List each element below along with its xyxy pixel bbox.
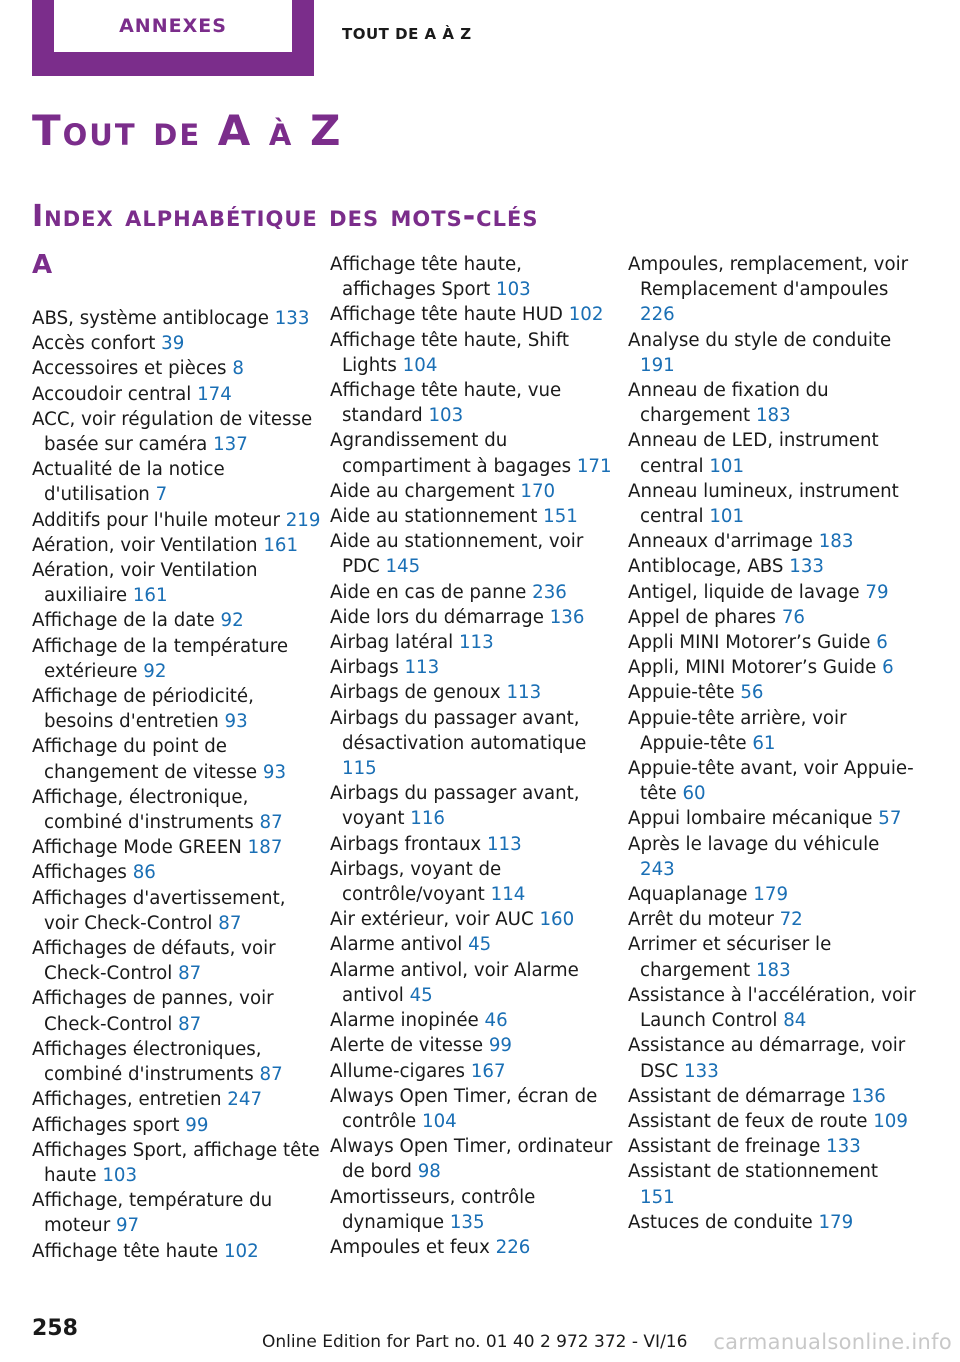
page-reference-link[interactable]: 101 [709, 455, 745, 477]
page-number: 258 [32, 1316, 78, 1341]
index-entry [32, 886, 322, 936]
page-reference-link[interactable]: 226 [640, 304, 675, 326]
page-reference-link[interactable]: 137 [213, 434, 248, 456]
footer-edition: Online Edition for Part no. 01 40 2 972 372 - VI/16 [262, 1332, 688, 1352]
index-entry-text: Anneaux d'arrimage [628, 531, 813, 553]
index-entry [32, 860, 322, 885]
index-column-2 [330, 252, 620, 1260]
page-reference-link[interactable]: 39 [161, 333, 185, 355]
index-entry-text: Affichages d'avertissement, voir Check-Control [32, 887, 286, 934]
index-entry-text: Affichage tête haute HUD [330, 304, 563, 326]
index-entry-text: Appli MINI Motorer’s Guide [628, 632, 871, 654]
page-reference-link[interactable]: 116 [410, 808, 445, 830]
index-entry-text: Airbags de genoux [330, 682, 501, 704]
index-entry [628, 328, 918, 378]
index-entry-text: Assistant de feux de route [628, 1110, 868, 1132]
index-entry [628, 680, 918, 705]
index-entry [32, 1087, 322, 1112]
index-entry-text: Assistant de démarrage [628, 1085, 846, 1107]
index-entry [32, 684, 322, 734]
index-entry [628, 630, 918, 655]
index-entry [32, 835, 322, 860]
index-entry-text: Appel de phares [628, 606, 777, 628]
index-entry [32, 306, 322, 331]
page-reference-link[interactable]: 174 [197, 383, 232, 405]
index-entry-text: Arrimer et sécuriser le chargement [628, 934, 832, 981]
index-entry-text: Aide en cas de panne [330, 581, 527, 603]
index-entry [628, 1134, 918, 1159]
index-entry-text: Astuces de conduite [628, 1211, 813, 1233]
page-reference-link[interactable]: 136 [851, 1085, 886, 1107]
index-entry [330, 907, 620, 932]
page-reference-link[interactable]: 93 [262, 761, 287, 783]
index-entry [330, 680, 620, 705]
index-entry [628, 1084, 918, 1109]
index-entry-text: Aération, voir Ventilation [32, 534, 258, 556]
index-entry-text: Arrêt du moteur [628, 909, 774, 931]
index-entry [32, 1188, 322, 1238]
page-reference-link[interactable]: 247 [227, 1089, 263, 1111]
page-reference-link[interactable]: 161 [263, 534, 299, 556]
index-entry-text: Appuie-tête [628, 682, 735, 704]
page-reference-link[interactable]: 57 [878, 808, 902, 830]
index-entry [628, 605, 918, 630]
page-reference-link[interactable]: 183 [818, 531, 854, 553]
index-entry [628, 655, 918, 680]
index-entry [628, 907, 918, 932]
page-reference-link[interactable]: 86 [132, 862, 156, 884]
page-reference-link[interactable]: 93 [224, 711, 248, 733]
index-entry-text: Affichage, température du moteur [32, 1190, 273, 1237]
page-reference-link[interactable]: 113 [404, 657, 440, 679]
index-entry [32, 634, 322, 684]
index-entry [330, 1033, 620, 1058]
page-reference-link[interactable]: 243 [640, 858, 675, 880]
page-reference-link[interactable]: 161 [132, 585, 168, 607]
index-entry [628, 554, 918, 579]
page-reference-link[interactable]: 170 [520, 480, 556, 502]
index-entry-text: Affichage tête haute, vue standard [330, 380, 562, 427]
page-reference-link[interactable]: 219 [285, 509, 321, 531]
index-entry-text: Ampoules et feux [330, 1236, 490, 1258]
page-reference-link[interactable]: 101 [709, 506, 745, 528]
page-reference-link[interactable]: 167 [470, 1060, 506, 1082]
index-entry [628, 832, 918, 882]
page-reference-link[interactable]: 104 [402, 354, 438, 376]
page-reference-link[interactable]: 45 [409, 984, 433, 1006]
page-reference-link[interactable]: 98 [417, 1161, 441, 1183]
page-reference-link[interactable]: 102 [223, 1240, 259, 1262]
index-entry-text: Alarme antivol [330, 934, 463, 956]
index-entry [628, 756, 918, 806]
page-reference-link[interactable]: 179 [753, 884, 789, 906]
page-reference-link[interactable]: 103 [496, 279, 531, 301]
index-entry [32, 936, 322, 986]
index-entry-text: Assistant de stationnement [628, 1161, 879, 1183]
index-column-3 [628, 252, 918, 1235]
page-reference-link[interactable]: 103 [102, 1164, 138, 1186]
index-entry [628, 1033, 918, 1083]
page-reference-link[interactable]: 99 [185, 1114, 209, 1136]
page-reference-link[interactable]: 113 [458, 632, 494, 654]
index-entry-text: Aide au chargement [330, 480, 515, 502]
page-reference-link[interactable]: 151 [543, 506, 578, 528]
index-entry-text: Affichages Sport, affichage tête haute [32, 1139, 320, 1186]
index-entry-text: Antiblocage, ABS [628, 556, 784, 578]
index-entry [330, 479, 620, 504]
index-entry-text: Appli, MINI Motorer’s Guide [628, 657, 877, 679]
index-entry [330, 932, 620, 957]
page-reference-link[interactable]: 179 [818, 1211, 854, 1233]
index-entry-text: Affichage, électronique, combiné d'instruments [32, 786, 254, 834]
index-entry-text: Affichage de la date [32, 610, 215, 632]
page-reference-link[interactable]: 87 [178, 963, 202, 985]
page-reference-link[interactable]: 102 [568, 304, 604, 326]
index-entry-text: Additifs pour l'huile moteur [32, 509, 280, 531]
page-reference-link[interactable]: 99 [488, 1035, 513, 1057]
index-entry [330, 378, 620, 428]
index-entry-text: Actualité de la notice d'utilisation [32, 459, 225, 506]
section-tab-inner [54, 0, 292, 52]
index-entry-text: ABS, système antiblocage [32, 308, 269, 329]
page-reference-link[interactable]: 113 [506, 682, 542, 704]
index-entry [628, 806, 918, 831]
index-entry [628, 983, 918, 1033]
index-entry-text: Always Open Timer, ordinateur de bord [330, 1136, 613, 1183]
index-entry [330, 1059, 620, 1084]
index-letter: A [32, 250, 53, 280]
page-reference-link[interactable]: 87 [218, 912, 242, 934]
index-entry-text: Accoudoir central [32, 383, 192, 405]
index-entry-text: Affichages sport [32, 1114, 180, 1136]
page-reference-link[interactable]: 133 [789, 556, 824, 578]
index-entry [32, 508, 322, 533]
index-entry [330, 580, 620, 605]
page-reference-link[interactable]: 45 [468, 934, 492, 956]
index-entry-text: Airbag latéral [330, 632, 454, 654]
index-entry [32, 382, 322, 407]
index-entry-text: Assistance à l'accélération, voir Launch Control [628, 984, 916, 1032]
index-entry [628, 252, 918, 328]
index-entry-text: Anneau de LED, instrument central [628, 430, 879, 477]
index-entry-text: Air extérieur, voir AUC [330, 909, 534, 931]
index-entry [628, 479, 918, 529]
index-entry [628, 1210, 918, 1235]
index-entry [330, 504, 620, 529]
index-entry [628, 378, 918, 428]
page-reference-link[interactable]: 56 [740, 682, 764, 704]
index-entry [330, 328, 620, 378]
index-entry-text: Agrandissement du compartiment à bagages [330, 430, 572, 477]
index-entry-text: Antigel, liquide de lavage [628, 581, 860, 603]
page-reference-link[interactable]: 115 [342, 758, 377, 780]
index-entry-text: Aération, voir Ventilation auxiliaire [32, 560, 258, 607]
index-entry [330, 1185, 620, 1235]
page-reference-link[interactable]: 160 [539, 909, 575, 931]
index-entry-text: Alerte de vitesse [330, 1035, 484, 1057]
page-reference-link[interactable]: 92 [143, 660, 167, 682]
section-tab-label: ANNEXES [119, 15, 227, 37]
page-reference-link[interactable]: 183 [755, 959, 791, 981]
index-entry [32, 457, 322, 507]
page-reference-link[interactable]: 97 [115, 1215, 140, 1237]
index-entry-text: Affichage tête haute, affichages Sport [330, 254, 522, 301]
page-reference-link[interactable]: 114 [490, 884, 526, 906]
index-entry [330, 1084, 620, 1134]
index-entry [32, 1138, 322, 1188]
index-entry-text: Assistant de freinage [628, 1136, 821, 1158]
index-entry-text: Appui lombaire mécanique [628, 808, 873, 830]
page-reference-link[interactable]: 187 [247, 837, 283, 859]
page-reference-link[interactable]: 61 [752, 732, 776, 754]
index-entry [330, 706, 620, 782]
index-entry [32, 1239, 322, 1264]
index-entry-text: Airbags [330, 657, 399, 679]
page-reference-link[interactable]: 191 [640, 354, 675, 376]
page-reference-link[interactable]: 6 [876, 632, 888, 654]
page-reference-link[interactable]: 76 [781, 606, 805, 628]
index-entry-text: Assistance au démarrage, voir DSC [628, 1035, 906, 1082]
page-title: Tout de A à Z [32, 106, 343, 155]
page-reference-link[interactable]: 133 [826, 1136, 861, 1158]
index-entry [628, 428, 918, 478]
page-reference-link[interactable]: 84 [783, 1010, 807, 1032]
index-entry [32, 558, 322, 608]
index-entry-text: Affichage de périodicité, besoins d'entretien [32, 686, 254, 733]
index-entry [330, 605, 620, 630]
page-reference-link[interactable]: 104 [422, 1110, 457, 1132]
page-reference-link[interactable]: 133 [684, 1060, 719, 1082]
index-entry-text: Ampoules, remplacement, voir Remplacement d'ampoules [628, 254, 909, 301]
index-entry-text: Aquaplanage [628, 884, 748, 906]
index-entry-text: Appuie-tête arrière, voir Appuie-tête [628, 707, 847, 754]
current-chapter-tab[interactable]: TOUT DE A À Z [342, 25, 472, 43]
page-reference-link[interactable]: 7 [155, 484, 168, 506]
index-entry [330, 1134, 620, 1184]
index-entry [32, 356, 322, 381]
page-reference-link[interactable]: 171 [576, 455, 612, 477]
index-entry-text: Affichage tête haute [32, 1240, 219, 1262]
index-entry-text: Aide au stationnement [330, 506, 538, 528]
index-entry [32, 407, 322, 457]
index-entry-text: Anneau lumineux, instrument central [628, 480, 899, 528]
index-entry [32, 986, 322, 1036]
index-entry-text: Amortisseurs, contrôle dynamique [330, 1186, 536, 1233]
index-entry-text: Allume-cigares [330, 1060, 466, 1082]
page-reference-link[interactable]: 136 [549, 606, 585, 628]
index-entry-text: Affichages [32, 862, 127, 884]
index-entry-text: Alarme inopinée [330, 1010, 479, 1032]
index-entry [330, 832, 620, 857]
index-entry [330, 857, 620, 907]
index-entry [628, 580, 918, 605]
page-reference-link[interactable]: 87 [259, 1064, 283, 1086]
page-reference-link[interactable]: 109 [873, 1110, 908, 1132]
index-entry [330, 302, 620, 327]
index-column-1 [32, 250, 322, 1264]
index-entry-text: Affichage du point de changement de vitesse [32, 736, 258, 783]
index-entry [330, 958, 620, 1008]
index-entry [330, 428, 620, 478]
index-entry-text: Airbags frontaux [330, 833, 482, 855]
page-reference-link[interactable]: 226 [495, 1236, 531, 1258]
page-reference-link[interactable]: 87 [259, 812, 283, 834]
index-entry [32, 1037, 322, 1087]
page-reference-link[interactable]: 151 [640, 1186, 675, 1208]
page-reference-link[interactable]: 46 [484, 1010, 508, 1032]
index-entry-text: Airbags du passager avant, voyant [330, 783, 580, 830]
index-entry [330, 529, 620, 579]
index-entry-text: Affichage Mode GREEN [32, 837, 242, 859]
section-tab[interactable] [32, 0, 314, 76]
index-entry-text: Airbags du passager avant, désactivation automatique [330, 707, 587, 754]
index-entry-text: Aide lors du démarrage [330, 606, 544, 628]
index-entry-text: Affichage tête haute, Shift Lights [330, 329, 570, 376]
index-entry-text: Affichage de la température extérieure [32, 635, 289, 682]
index-entry [330, 1235, 620, 1260]
index-entry-text: Airbags, voyant de contrôle/voyant [330, 858, 502, 906]
index-entry-text: Always Open Timer, écran de contrôle [330, 1085, 598, 1132]
page-reference-link[interactable]: 113 [486, 833, 522, 855]
index-entry-text: Anneau de fixation du chargement [628, 380, 829, 427]
index-entry [330, 252, 620, 302]
page-reference-link[interactable]: 6 [882, 657, 894, 679]
index-entry [628, 529, 918, 554]
index-entry [32, 533, 322, 558]
index-entry [32, 331, 322, 356]
page-reference-link[interactable]: 133 [274, 308, 310, 329]
page-reference-link[interactable]: 135 [449, 1211, 485, 1233]
index-entry-text: Affichages de pannes, voir Check-Control [32, 988, 274, 1035]
page-reference-link[interactable]: 92 [220, 610, 244, 632]
index-entry-text: ACC, voir régulation de vitesse basée sur caméra [32, 408, 313, 456]
index-entry-text: Après le lavage du véhicule [628, 833, 880, 855]
index-entry [330, 630, 620, 655]
index-entry [628, 932, 918, 982]
page-reference-link[interactable]: 87 [178, 1013, 202, 1035]
page-reference-link[interactable]: 183 [755, 405, 791, 427]
index-entry [628, 1159, 918, 1209]
page-reference-link[interactable]: 236 [532, 581, 567, 603]
page-reference-link[interactable]: 103 [428, 405, 464, 427]
page-reference-link[interactable]: 145 [385, 556, 421, 578]
index-entry-text: Accessoires et pièces [32, 358, 227, 380]
index-entry [32, 734, 322, 784]
index-entry [628, 706, 918, 756]
page-reference-link[interactable]: 79 [865, 581, 889, 603]
page-reference-link[interactable]: 8 [232, 358, 244, 380]
watermark: carmanualsonline.info [713, 1330, 952, 1354]
index-entry [628, 1109, 918, 1134]
index-entry [32, 785, 322, 835]
index-entry-text: Accès confort [32, 333, 156, 355]
index-entry-text: Alarme antivol, voir Alarme antivol [330, 959, 579, 1006]
index-entry-text: Aide au stationnement, voir PDC [330, 531, 584, 578]
index-entry [628, 882, 918, 907]
index-entry-text: Analyse du style de conduite [628, 329, 892, 351]
index-entry [330, 655, 620, 680]
index-entry-text: Affichages de défauts, voir Check-Control [32, 938, 276, 985]
index-entry [330, 1008, 620, 1033]
index-entry [330, 781, 620, 831]
index-entry-text: Affichages, entretien [32, 1089, 222, 1111]
index-entry-text: Affichages électroniques, combiné d'instruments [32, 1038, 262, 1086]
section-title: Index alphabétique des mots-clés [32, 199, 539, 234]
index-entry [32, 608, 322, 633]
page-reference-link[interactable]: 60 [682, 783, 706, 805]
index-entry-text: Appuie-tête avant, voir Appuie-tête [628, 758, 914, 805]
page-reference-link[interactable]: 72 [779, 909, 803, 931]
index-entry [32, 1113, 322, 1138]
